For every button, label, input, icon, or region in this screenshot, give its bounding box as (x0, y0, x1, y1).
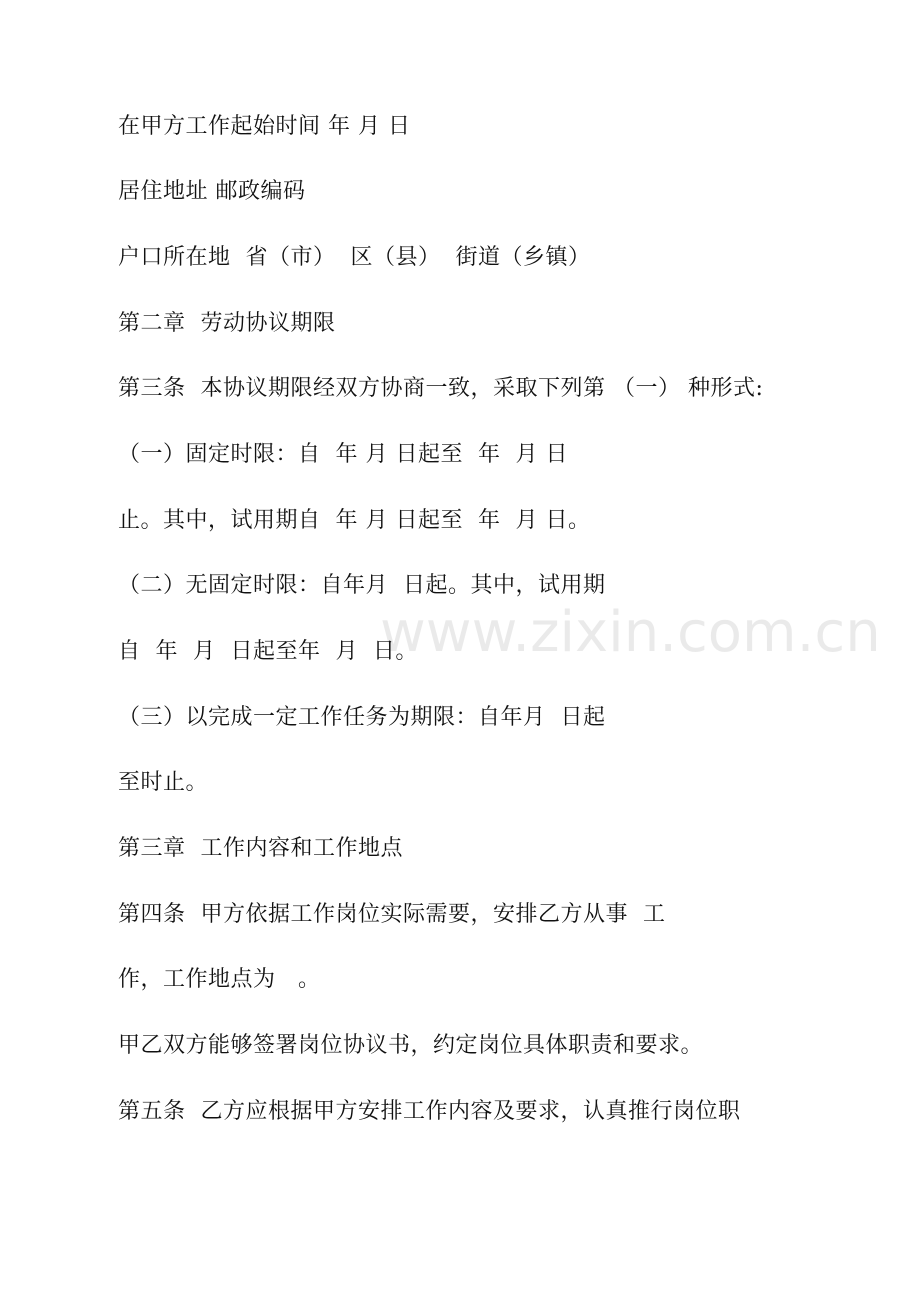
text-line: 在甲方工作起始时间 年 月 日 (118, 114, 411, 139)
text-line: 止。其中，试用期自 年 月 日起至 年 月 日。 (118, 508, 591, 533)
text-line: 第三条 本协议期限经双方协商一致，采取下列第 （一） 种形式: (118, 376, 764, 401)
text-line: 作，工作地点为 。 (118, 967, 321, 992)
chapter-heading: 第二章 劳动协议期限 (118, 311, 336, 336)
text-line: 自 年 月 日起至年 月 日。 (118, 639, 418, 664)
chapter-heading: 第三章 工作内容和工作地点 (118, 836, 403, 861)
text-line: （一）固定时限：自 年 月 日起至 年 月 日 (118, 442, 568, 467)
text-line: 户口所在地 省（市） 区（县） 街道（乡镇） (118, 245, 591, 270)
text-line: 第四条 甲方依据工作岗位实际需要，安排乙方从事 工 (118, 902, 666, 927)
text-line: 居住地址 邮政编码 (118, 179, 306, 204)
text-line: 第五条 乙方应根据甲方安排工作内容及要求，认真推行岗位职 (118, 1099, 741, 1124)
text-line: 甲乙双方能够签署岗位协议书，约定岗位具体职责和要求。 (118, 1033, 704, 1058)
text-line: 至时止。 (118, 770, 209, 795)
text-line: （三）以完成一定工作任务为期限：自年月 日起 (118, 705, 606, 730)
watermark: www.zixin.com.cn (380, 600, 881, 665)
text-line: （二）无固定时限：自年月 日起。其中，试用期 (118, 573, 606, 598)
